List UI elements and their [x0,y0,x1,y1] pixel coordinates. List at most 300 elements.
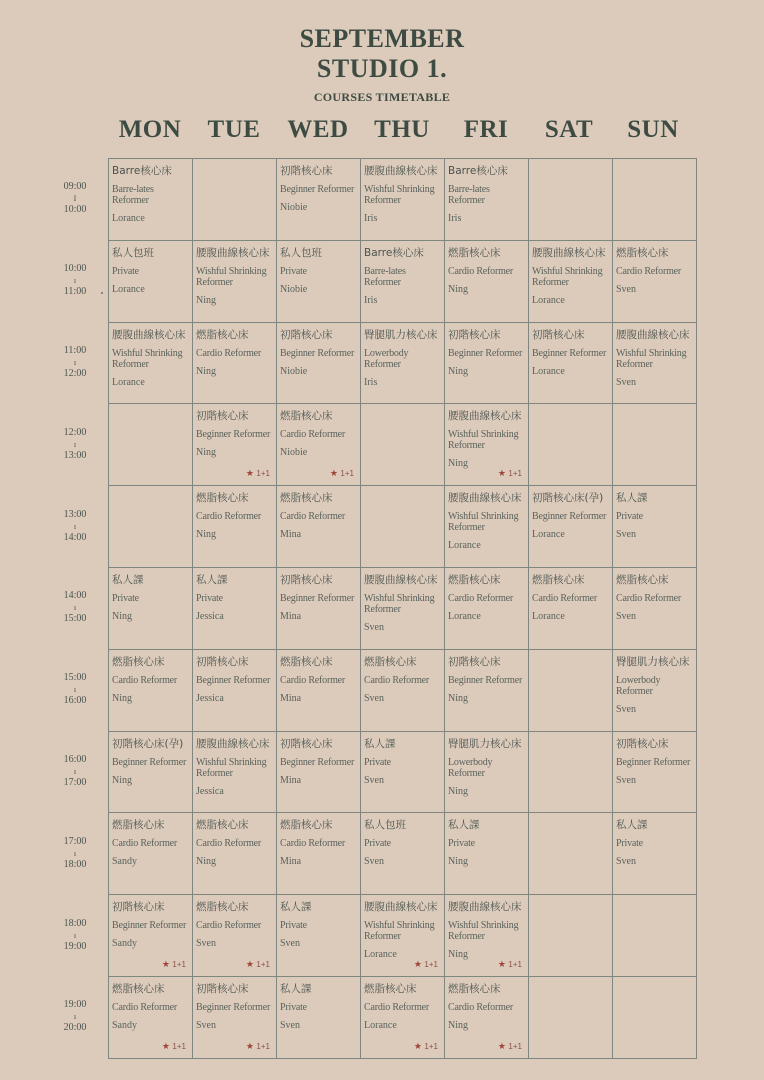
instructor-name: Sandy [112,856,137,868]
class-entry [109,650,192,704]
class-entry [445,977,528,1031]
class-name: 初階核心床 [448,328,501,341]
class-entry [109,977,192,1031]
time-separator: ı [73,357,77,367]
class-type: Cardio Reformer [364,674,430,686]
class-type: Beginner Reformer [280,184,355,195]
class-entry [361,650,444,704]
class-name: 燃脂核心床 [364,655,417,668]
class-cell-wed[interactable] [277,813,361,895]
instructor-name: Ning [448,458,468,470]
time-start: 19:00 [63,999,87,1011]
class-type: Private [280,1001,307,1013]
class-cell-tue[interactable] [193,567,277,649]
class-cell-thu[interactable] [361,567,445,649]
class-cell-thu [361,404,445,486]
star-icon: ★ [245,959,254,970]
class-cell-sat[interactable] [529,240,613,322]
class-name: 初階核心床 [280,737,333,750]
class-name: 初階核心床 [280,165,333,177]
class-cell-wed[interactable] [277,976,361,1058]
studio-title: STUDIO 1. [316,54,448,83]
class-cell-mon[interactable] [109,567,193,649]
class-name: 私人課 [196,573,228,586]
time-slot [40,240,110,322]
class-cell-mon[interactable] [109,159,193,241]
class-name: 燃脂核心床 [448,246,501,259]
instructor-name: Niobie [280,283,308,295]
class-type: Cardio Reformer [196,347,262,359]
class-cell-thu[interactable] [361,649,445,731]
star-icon: ★ [161,959,170,970]
class-name: 燃脂核心床 [616,573,669,586]
class-cell-sat[interactable] [529,322,613,404]
class-cell-fri[interactable] [445,649,529,731]
class-name: 臀腿肌力核心床 [616,655,690,668]
class-cell-thu[interactable] [361,159,445,241]
class-cell-fri[interactable] [445,322,529,404]
class-cell-wed[interactable] [277,649,361,731]
time-end: 16:00 [63,695,87,707]
class-name: 燃脂核心床 [112,655,165,668]
class-entry [193,977,276,1031]
timetable-row [109,895,697,977]
class-type: Beginner Reformer [448,674,523,686]
class-cell-wed[interactable] [277,159,361,241]
class-name: 私人課 [364,737,396,750]
class-cell-tue [193,159,277,241]
class-cell-wed[interactable] [277,240,361,322]
class-name: 燃脂核心床 [364,982,417,995]
promo-label: 1+1 [172,1041,186,1051]
class-entry [361,568,444,633]
class-type: Wishful Shrinking Reformer [112,347,183,370]
instructor-name: Mina [280,692,302,704]
time-start: 16:00 [63,753,87,765]
class-cell-tue[interactable] [193,895,277,977]
class-type: Cardio Reformer [448,592,514,604]
class-name: 初階核心床 [112,901,165,914]
class-entry [445,813,528,867]
class-name: 初階核心床 [196,982,249,995]
class-cell-wed[interactable] [277,404,361,486]
promo-label: 1+1 [424,959,438,969]
class-type: Lowerbody Reformer [364,347,409,370]
instructor-name: Jessica [196,610,224,622]
instructor-name: Lorance [448,540,481,552]
class-cell-wed[interactable] [277,486,361,568]
instructor-name: Lorance [532,365,565,377]
class-type: Beginner Reformer [532,511,607,523]
class-name: Barre核心床 [448,165,508,177]
time-end: 17:00 [63,776,87,788]
class-type: Private [364,838,391,850]
class-name: 初階核心床 [280,328,333,341]
class-cell-mon[interactable] [109,976,193,1058]
class-entry [277,323,360,377]
time-end: 12:00 [63,367,87,379]
star-icon: ★ [245,469,254,480]
class-name: 私人課 [448,819,480,832]
class-entry [445,895,528,960]
class-cell-thu[interactable] [361,322,445,404]
class-entry [277,486,360,540]
time-separator: ı [73,1012,77,1022]
time-start: 09:00 [63,181,87,193]
class-name: 燃脂核心床 [196,901,249,914]
instructor-name: Iris [448,213,462,224]
class-cell-mon[interactable] [109,322,193,404]
instructor-name: Mina [280,856,302,868]
class-cell-wed[interactable] [277,322,361,404]
instructor-name: Lorance [112,213,145,224]
class-type: Wishful Shrinking Reformer [448,429,519,452]
class-cell-tue[interactable] [193,404,277,486]
class-cell-tue[interactable] [193,731,277,813]
class-entry [193,241,276,306]
time-start: 13:00 [63,508,87,520]
class-entry [361,241,444,306]
class-type: Beginner Reformer [196,674,271,686]
class-entry [277,732,360,786]
time-end: 10:00 [63,204,87,216]
class-type: Private [112,592,139,604]
class-cell-sat [529,895,613,977]
instructor-name: Ning [448,283,468,295]
class-type: Beginner Reformer [280,347,355,359]
class-cell-tue[interactable] [193,486,277,568]
promo-label: 1+1 [256,959,270,969]
class-type: Wishful Shrinking Reformer [448,511,519,534]
class-name: 私人課 [616,492,648,505]
timetable-row [109,486,697,568]
instructor-name: Jessica [196,692,224,704]
class-entry [445,404,528,469]
timetable-row [109,159,697,241]
time-end: 15:00 [63,613,87,625]
class-cell-mon[interactable] [109,895,193,977]
day-tue: TUE [207,116,261,143]
class-name: 燃脂核心床 [280,655,333,668]
instructor-name: Lorance [532,529,565,541]
class-type: Beginner Reformer [616,756,691,768]
class-cell-fri[interactable] [445,404,529,486]
class-type: Cardio Reformer [196,511,262,523]
class-name: 燃脂核心床 [616,246,669,259]
class-entry [193,813,276,867]
class-cell-tue[interactable] [193,649,277,731]
instructor-name: Ning [448,949,468,961]
instructor-name: Iris [364,376,378,388]
class-cell-sun [613,895,697,977]
class-type: Wishful Shrinking Reformer [448,920,519,943]
instructor-name: Lorance [364,1019,397,1031]
class-type: Beginner Reformer [112,756,187,768]
class-type: Cardio Reformer [532,592,598,604]
class-cell-thu[interactable] [361,895,445,977]
time-slot [40,322,110,404]
month-title: SEPTEMBER [299,24,465,53]
class-cell-sun[interactable] [613,567,697,649]
class-cell-wed[interactable] [277,731,361,813]
class-name: 臀腿肌力核心床 [364,328,438,341]
class-cell-sat[interactable] [529,486,613,568]
class-cell-wed[interactable] [277,567,361,649]
promo-label: 1+1 [256,1041,270,1051]
class-name: 腰腹曲線核心床 [196,246,270,259]
class-cell-tue[interactable] [193,240,277,322]
instructor-name: Sven [196,1019,216,1031]
instructor-name: Ning [196,856,216,868]
time-end: 14:00 [63,531,87,543]
timetable-row [109,404,697,486]
instructor-name: Sven [364,692,384,704]
instructor-name: Sven [616,283,636,295]
class-cell-sun[interactable] [613,731,697,813]
class-entry [445,650,528,704]
star-icon: ★ [497,469,506,480]
instructor-name: Iris [364,213,378,224]
promo-label: 1+1 [508,959,522,969]
class-cell-sat [529,159,613,241]
class-entry [361,323,444,388]
instructor-name: Ning [196,447,216,459]
class-entry [613,241,696,295]
instructor-name: Sven [364,621,384,633]
class-cell-fri[interactable] [445,567,529,649]
class-cell-sat [529,649,613,731]
time-slot [40,976,110,1058]
time-end: 11:00 [63,286,87,298]
instructor-name: Lorance [112,283,145,295]
class-cell-fri[interactable] [445,486,529,568]
time-separator: ı [73,848,77,858]
promo-label: 1+1 [424,1041,438,1051]
class-name: 私人課 [280,982,312,995]
class-cell-tue[interactable] [193,322,277,404]
instructor-name: Ning [112,774,132,786]
class-entry [193,732,276,797]
class-entry [445,732,528,797]
instructor-name: Lorance [532,610,565,622]
class-name: 燃脂核心床 [196,819,249,832]
class-cell-thu [361,486,445,568]
class-type: Lowerbody Reformer [448,756,493,779]
class-entry [193,650,276,704]
instructor-name: Sven [616,703,636,715]
promo-label: 1+1 [508,1041,522,1051]
class-name: 燃脂核心床 [196,492,249,505]
timetable-row [109,976,697,1058]
class-entry [109,813,192,867]
class-entry [109,895,192,949]
subtitle: COURSES TIMETABLE [313,90,451,104]
class-cell-mon [109,404,193,486]
star-icon: ★ [497,959,506,970]
class-cell-thu[interactable] [361,731,445,813]
class-cell-thu[interactable] [361,813,445,895]
class-entry [361,159,444,224]
class-cell-wed[interactable] [277,895,361,977]
class-cell-sat [529,731,613,813]
class-type: Barre-lates Reformer [112,184,154,206]
day-thu: THU [374,116,430,143]
class-entry [277,977,360,1031]
class-cell-tue[interactable] [193,976,277,1058]
timetable-grid [108,158,697,1059]
class-name: 初階核心床(孕) [532,492,604,505]
class-cell-fri[interactable] [445,731,529,813]
class-cell-sun[interactable] [613,240,697,322]
time-slot [40,567,110,649]
class-type: Wishful Shrinking Reformer [532,265,603,288]
promo-label: 1+1 [256,469,270,479]
class-cell-fri[interactable] [445,976,529,1058]
time-end: 19:00 [63,940,87,952]
class-name: 私人包班 [112,246,154,259]
class-cell-fri[interactable] [445,159,529,241]
instructor-name: Iris [364,294,378,306]
class-cell-mon[interactable] [109,731,193,813]
class-type: Private [112,265,139,277]
timetable-row [109,731,697,813]
instructor-name: Lorance [364,949,397,961]
class-type: Wishful Shrinking Reformer [364,184,435,206]
day-header-row [0,116,764,150]
class-name: 臀腿肌力核心床 [448,737,522,750]
instructor-name: Ning [448,1019,468,1031]
class-name: 燃脂核心床 [448,573,501,586]
class-entry [613,650,696,715]
time-separator: ı [73,276,77,286]
class-cell-sun [613,404,697,486]
class-name: 初階核心床 [196,410,249,423]
class-name: 腰腹曲線核心床 [448,492,522,505]
class-type: Cardio Reformer [112,838,178,850]
class-entry [277,568,360,622]
class-name: 腰腹曲線核心床 [112,328,186,341]
class-cell-sun[interactable] [613,813,697,895]
instructor-name: Mina [280,610,302,622]
class-cell-thu[interactable] [361,240,445,322]
time-separator: ı [73,766,77,776]
instructor-name: Ning [196,294,216,306]
class-name: 私人課 [112,573,144,586]
class-type: Wishful Shrinking Reformer [616,347,687,370]
promo-label: 1+1 [508,469,522,479]
instructor-name: Ning [196,529,216,541]
class-cell-sun [613,159,697,241]
class-cell-mon[interactable] [109,813,193,895]
class-type: Private [196,592,223,604]
class-entry [613,813,696,867]
class-type: Beginner Reformer [196,1001,271,1013]
time-end: 18:00 [63,858,87,870]
time-end: 20:00 [63,1022,87,1034]
time-separator: ı [73,930,77,940]
class-type: Cardio Reformer [364,1001,430,1013]
star-icon: ★ [497,1041,506,1052]
class-name: 初階核心床 [280,573,333,586]
promo-label: 1+1 [172,959,186,969]
class-type: Wishful Shrinking Reformer [364,592,435,615]
class-cell-sun[interactable] [613,486,697,568]
class-entry [109,323,192,388]
class-entry [445,241,528,295]
class-type: Wishful Shrinking Reformer [196,265,267,288]
class-cell-thu[interactable] [361,976,445,1058]
instructor-name: Sven [616,376,636,388]
class-cell-sun[interactable] [613,322,697,404]
day-wed: WED [287,116,349,143]
class-name: 腰腹曲線核心床 [364,901,438,914]
class-cell-sun[interactable] [613,649,697,731]
class-cell-fri[interactable] [445,813,529,895]
instructor-name: Niobie [280,447,308,459]
class-entry [529,241,612,306]
class-cell-tue[interactable] [193,813,277,895]
class-entry [193,568,276,622]
time-slot [40,894,110,976]
time-start: 18:00 [63,917,87,929]
time-start: 17:00 [63,835,87,847]
instructor-name: Sven [280,1019,300,1031]
class-type: Cardio Reformer [616,592,682,604]
class-type: Beginner Reformer [448,347,523,359]
class-type: Private [280,920,307,932]
time-slot [40,158,110,240]
star-icon: ★ [413,1041,422,1052]
class-entry [529,568,612,622]
class-type: Beginner Reformer [280,756,355,768]
class-type: Cardio Reformer [112,1001,178,1013]
class-cell-sat[interactable] [529,567,613,649]
star-icon: ★ [161,1041,170,1052]
class-cell-fri[interactable] [445,895,529,977]
class-type: Private [280,265,307,277]
instructor-name: Niobie [280,202,308,213]
promo-label: 1+1 [340,469,354,479]
class-entry [613,732,696,786]
class-name: 私人課 [280,901,312,914]
instructor-name: Sven [616,610,636,622]
timetable-row [109,240,697,322]
class-cell-sat [529,813,613,895]
class-cell-mon[interactable] [109,649,193,731]
class-entry [613,323,696,388]
class-entry [445,323,528,377]
class-type: Wishful Shrinking Reformer [364,920,435,943]
day-sat: SAT [544,116,594,143]
class-type: Wishful Shrinking Reformer [196,756,267,779]
instructor-name: Lorance [112,376,145,388]
timetable-row [109,813,697,895]
class-name: 腰腹曲線核心床 [196,737,270,750]
instructor-name: Sven [364,856,384,868]
timetable-row [109,322,697,404]
class-cell-mon[interactable] [109,240,193,322]
class-name: 初階核心床(孕) [112,737,184,750]
class-type: Cardio Reformer [196,920,262,932]
class-entry [277,241,360,295]
class-name: 私人包班 [280,246,322,259]
class-name: 腰腹曲線核心床 [364,165,438,177]
class-name: Barre核心床 [364,246,424,259]
class-name: 腰腹曲線核心床 [448,901,522,914]
day-fri: FRI [463,116,509,143]
class-cell-fri[interactable] [445,240,529,322]
time-start: 11:00 [63,344,87,356]
